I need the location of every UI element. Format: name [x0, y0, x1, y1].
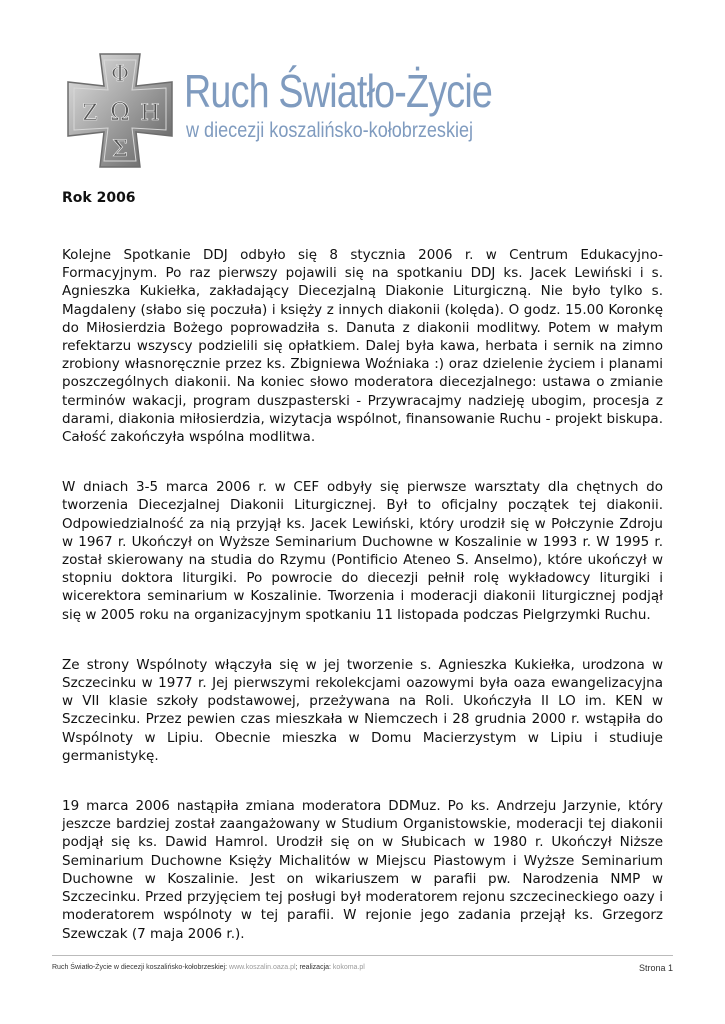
cross-emblem-icon: [60, 48, 180, 173]
article-body: [62, 246, 663, 975]
logo-subtitle: w diecezji koszalińsko-kołobrzeskiej: [186, 119, 474, 142]
footer-site-link[interactable]: www.koszalin.oaza.pl: [229, 964, 296, 971]
page-number: Strona 1: [638, 963, 673, 973]
footer-org: Ruch Światło-Życie w diecezji koszalińsko-kołobrzeskiej:: [52, 964, 228, 971]
emblem-letter-phi: Φ: [110, 62, 130, 87]
footer-separator: ;: [295, 964, 298, 971]
emblem-letter-sigma: Σ: [112, 137, 128, 162]
emblem-letter-eta: Η: [140, 101, 160, 126]
logo-title: Ruch Światło-Życie: [184, 65, 493, 117]
emblem-letter-omega: Ω: [110, 98, 130, 126]
page-title: Rok 2006: [62, 190, 136, 206]
paragraph: Kolejne Spotkanie DDJ odbyło się 8 stycznia 2006 r. w Centrum Edukacyjno-Formacyjnym. Po raz pierwszy pojawili się na spotkaniu DDJ ks. Jacek Lewiński i s. Agnieszka Kukiełka, zakładający Diecezjalną Diakonie Liturgiczną. Nie było tylko s. Magdaleny (słabo się poczuła) i księży z innych diakonii (kolęda). O godz. 15.00 Koronkę do Miłosierdzia Bożego poprowadziła s. Danuta z diakonii modlitwy. Potem w małym refektarzu wszyscy podzielili się opłatkiem. Dalej była kawa, herbata i sernik na zimno zrobiony własnoręcznie przez ks. Zbigniewa Woźniaka :) oraz dzielenie życiem i planami poszczególnych diakonii. Na koniec słowo moderatora diecezjalnego: ustawa o zmianie terminów wakacji, program duszpasterski - Przywracajmy nadzieję ubogim, procesja z darami, diakonia miłosierdzia, wizytacja wspólnot, finansowanie Ruchu - projekt biskupa. Całość zakończyła wspólna modlitwa.: [62, 247, 663, 446]
logo[interactable]: [60, 48, 580, 173]
footer-divider: [52, 955, 673, 956]
emblem-letter-zeta: Ζ: [82, 101, 98, 126]
paragraph: 19 marca 2006 nastąpiła zmiana moderatora DDMuz. Po ks. Andrzeju Jarzynie, który jeszcze bardziej został zaangażowany w Studium Organistowskie, moderacji tej diakonii podjął się ks. Dawid Hamrol. Urodził się on w Słubicach w 1980 r. Ukończył Niższe Seminarium Duchowne Księży Michalitów w Miejscu Piastowym i Wyższe Seminarium Duchowne w Koszalinie. Jest on wikariuszem w parafii pw. Narodzenia NMP w Szczecinku. Przed przyjęciem tej posługi był moderatorem rejonu szczecineckiego oazy i moderatorem wspólnoty w tej parafii. W rejonie jego zadania przejął ks. Grzegorz Szewczak (7 maja 2006 r.).: [62, 798, 663, 942]
paragraph: Ze strony Wspólnoty włączyła się w jej tworzenie s. Agnieszka Kukiełka, urodzona w Szczecinku w 1977 r. Jej pierwszymi rekolekcjami oazowymi była oaza ewangelizacyjna w VII klasie szkoły podstawowej, przeżywana na Roli. Ukończyła II LO im. KEN w Szczecinku. Przez pewien czas mieszkała w Niemczech i 28 grudnia 2000 r. wstąpiła do Wspólnoty w Lipiu. Obecnie mieszka w Domu Macierzystym w Lipiu i studiuje germanistykę.: [62, 656, 663, 764]
paragraph: W dniach 3-5 marca 2006 r. w CEF odbyły się pierwsze warsztaty dla chętnych do tworzenia Diecezjalnej Diakonii Liturgicznej. Był to oficjalny początek tej diakonii. Odpowiedzialność za nią przyjął ks. Jacek Lewiński, który urodził się w Połczynie Zdroju w 1967 r. Ukończył on Wyższe Seminarium Duchowne w Koszalinie w 1993 r. W 1995 r. został skierowany na studia do Rzymu (Pontificio Ateneo S. Anselmo), które ukończył w stopniu doktora liturgiki. Po powrocie do diecezji pełnił rolę wykładowcy liturgiki i wicerektora seminarium w Koszalinie. Tworzenia i moderacji diakonii liturgicznej podjął się w 2005 roku na organizacyjnym spotkaniu 11 listopada podczas Pielgrzymki Ruchu.: [62, 479, 663, 623]
footer-realizacja-link[interactable]: kokoma.pl: [332, 964, 365, 971]
footer-realizacja-label: realizacja:: [299, 964, 331, 971]
footer-credits: [52, 964, 365, 971]
